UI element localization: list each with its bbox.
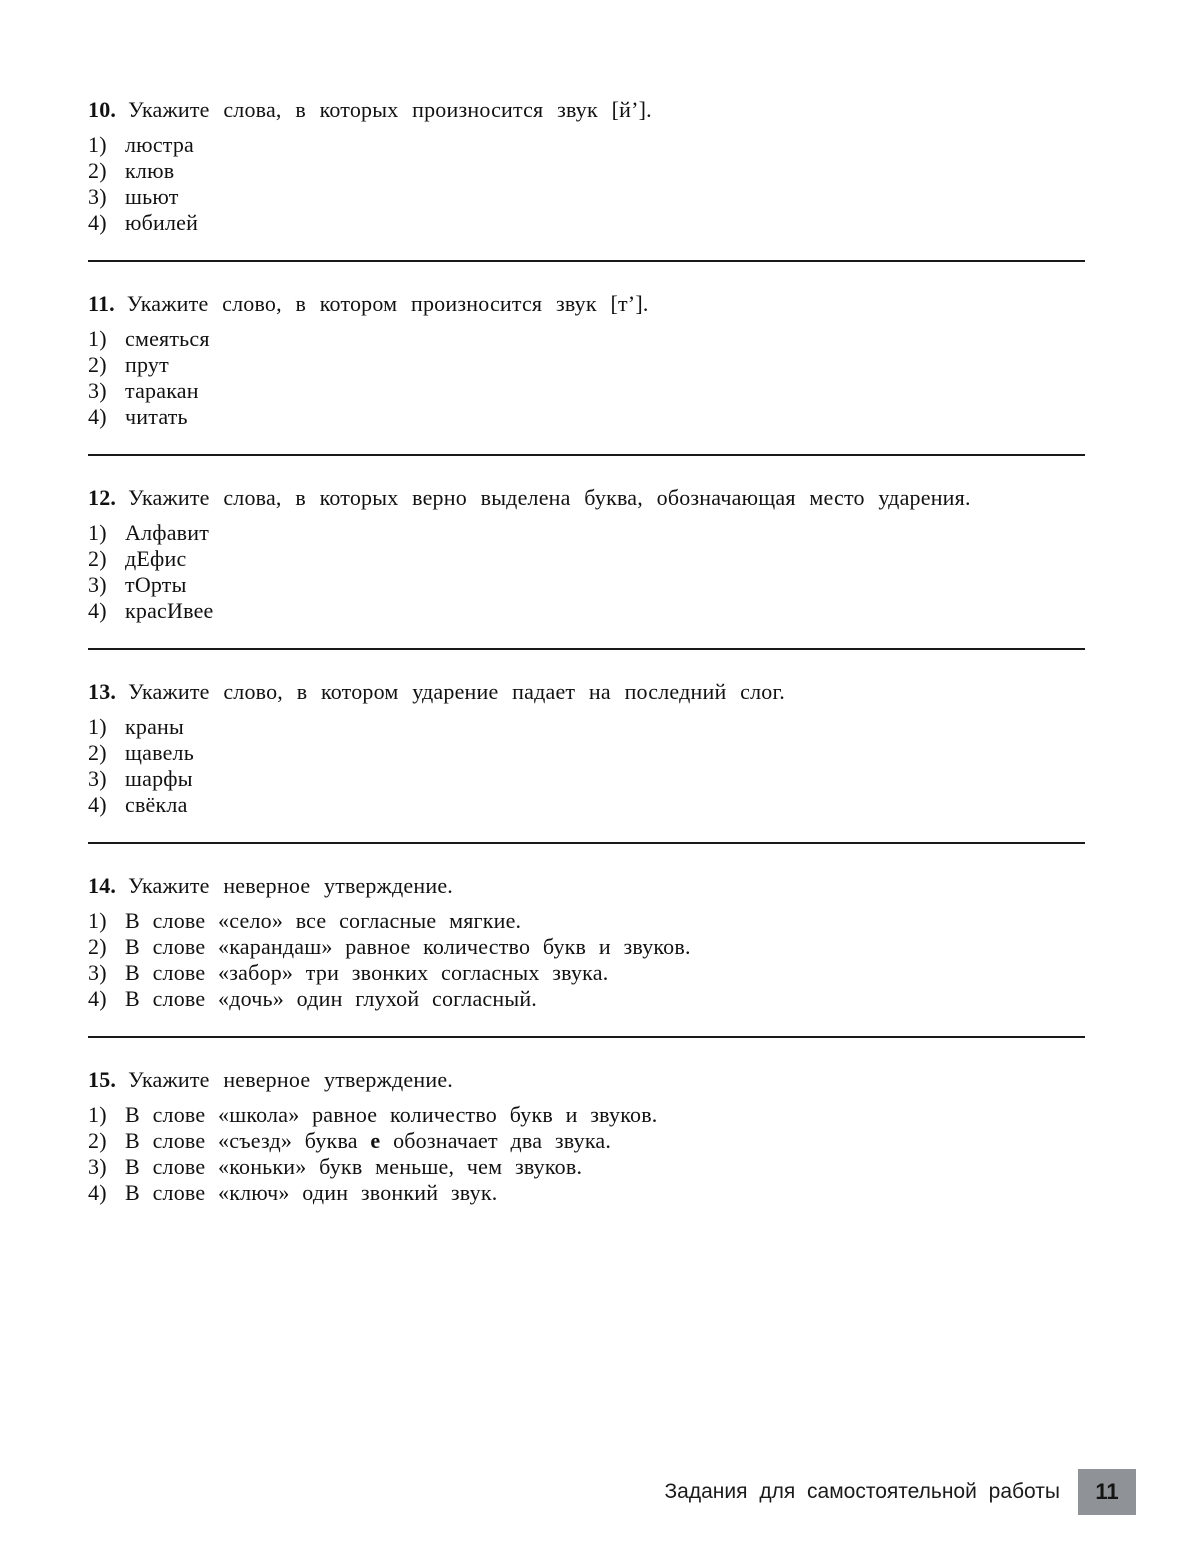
option-text: В слове «коньки» букв меньше, чем звуков.	[125, 1154, 583, 1179]
option-marker: 1)	[88, 520, 107, 545]
option-item	[88, 326, 1085, 352]
option-text: таракан	[125, 378, 199, 403]
option-text	[125, 1128, 611, 1154]
options-list	[88, 132, 1085, 236]
option-text: свёкла	[125, 792, 188, 817]
footer-section-title: Задания для самостоятельной работы	[664, 1480, 1060, 1503]
option-marker: 1)	[88, 1102, 107, 1127]
options-list	[88, 1102, 1085, 1206]
option-marker: 1)	[88, 326, 107, 351]
question-prompt: Укажите слова, в которых верно выделена буква, обозначающая место ударения.	[128, 485, 971, 510]
option-item	[88, 714, 1085, 740]
option-text: В слове «ключ» один звонкий звук.	[125, 1180, 498, 1205]
option-text-segment: обозначает два звука.	[380, 1128, 612, 1153]
question-block	[88, 678, 1085, 818]
option-marker: 2)	[88, 1128, 107, 1153]
option-item	[88, 1154, 1085, 1180]
option-marker: 4)	[88, 404, 107, 429]
option-item	[88, 740, 1085, 766]
option-text: краны	[125, 714, 185, 739]
option-item	[88, 352, 1085, 378]
option-marker: 3)	[88, 184, 107, 209]
option-item	[88, 598, 1085, 624]
question-number: 13.	[88, 679, 117, 704]
option-marker: 4)	[88, 792, 107, 817]
option-item	[88, 960, 1085, 986]
option-text: шарфы	[125, 766, 193, 791]
option-text: смеяться	[125, 326, 210, 351]
question-prompt: Укажите слова, в которых произносится звук [й’].	[128, 97, 652, 122]
option-item	[88, 934, 1085, 960]
option-item	[88, 792, 1085, 818]
option-marker: 1)	[88, 908, 107, 933]
option-marker: 4)	[88, 986, 107, 1011]
option-text: щавель	[125, 740, 194, 765]
question-prompt: Укажите слово, в котором произносится звук [т’].	[126, 291, 649, 316]
option-marker: 3)	[88, 1154, 107, 1179]
option-item	[88, 132, 1085, 158]
option-marker: 1)	[88, 132, 107, 157]
section-divider	[88, 648, 1085, 650]
question-heading	[88, 96, 1085, 124]
option-text: красИвее	[125, 598, 214, 623]
option-item	[88, 1102, 1085, 1128]
option-text: В слове «забор» три звонких согласных звука.	[125, 960, 609, 985]
option-item	[88, 986, 1085, 1012]
option-text: тОрты	[125, 572, 187, 597]
option-marker: 2)	[88, 740, 107, 765]
option-item	[88, 766, 1085, 792]
page-footer	[0, 1469, 1136, 1515]
question-heading	[88, 1066, 1085, 1094]
option-text: В слове «село» все согласные мягкие.	[125, 908, 522, 933]
option-text: Алфавит	[125, 520, 210, 545]
page-number-box	[1078, 1469, 1136, 1515]
option-item	[88, 1128, 1085, 1154]
option-item	[88, 1180, 1085, 1206]
options-list	[88, 326, 1085, 430]
option-text: В слове «школа» равное количество букв и звуков.	[125, 1102, 658, 1127]
page-content	[88, 96, 1085, 1206]
question-block	[88, 484, 1085, 624]
option-item	[88, 546, 1085, 572]
option-item	[88, 404, 1085, 430]
option-text: клюв	[125, 158, 175, 183]
question-prompt: Укажите слово, в котором ударение падает на последний слог.	[128, 679, 785, 704]
option-marker: 2)	[88, 546, 107, 571]
option-text-segment: В слове «съезд» буква	[125, 1128, 371, 1153]
question-heading	[88, 484, 1085, 512]
option-marker: 4)	[88, 598, 107, 623]
question-heading	[88, 872, 1085, 900]
option-marker: 4)	[88, 1180, 107, 1205]
option-item	[88, 572, 1085, 598]
option-marker: 1)	[88, 714, 107, 739]
options-list	[88, 908, 1085, 1012]
question-number: 12.	[88, 485, 117, 510]
question-block	[88, 96, 1085, 236]
question-prompt: Укажите неверное утверждение.	[128, 873, 454, 898]
question-block	[88, 872, 1085, 1012]
question-heading	[88, 290, 1085, 318]
option-item	[88, 158, 1085, 184]
section-divider	[88, 454, 1085, 456]
option-item	[88, 210, 1085, 236]
section-divider	[88, 842, 1085, 844]
option-item	[88, 378, 1085, 404]
questions	[88, 96, 1085, 1206]
option-text: В слове «дочь» один глухой согласный.	[125, 986, 537, 1011]
question-block	[88, 1066, 1085, 1206]
option-text: прут	[125, 352, 169, 377]
option-item	[88, 184, 1085, 210]
question-prompt: Укажите неверное утверждение.	[128, 1067, 454, 1092]
option-text-bold-segment: е	[370, 1128, 381, 1153]
option-marker: 4)	[88, 210, 107, 235]
question-block	[88, 290, 1085, 430]
option-marker: 3)	[88, 960, 107, 985]
question-heading	[88, 678, 1085, 706]
page-number: 11	[1095, 1479, 1119, 1504]
option-marker: 3)	[88, 572, 107, 597]
option-marker: 3)	[88, 766, 107, 791]
options-list	[88, 714, 1085, 818]
question-number: 14.	[88, 873, 117, 898]
question-number: 15.	[88, 1067, 117, 1092]
option-text: люстра	[125, 132, 195, 157]
option-marker: 2)	[88, 158, 107, 183]
option-item	[88, 520, 1085, 546]
option-marker: 2)	[88, 352, 107, 377]
option-text: В слове «карандаш» равное количество букв и звуков.	[125, 934, 691, 959]
question-number: 11.	[88, 291, 115, 316]
option-text: читать	[125, 404, 188, 429]
option-text: дЕфис	[125, 546, 187, 571]
option-item	[88, 908, 1085, 934]
options-list	[88, 520, 1085, 624]
option-text: шьют	[125, 184, 179, 209]
section-divider	[88, 260, 1085, 262]
section-divider	[88, 1036, 1085, 1038]
option-text: юбилей	[125, 210, 199, 235]
question-number: 10.	[88, 97, 117, 122]
option-marker: 2)	[88, 934, 107, 959]
option-marker: 3)	[88, 378, 107, 403]
